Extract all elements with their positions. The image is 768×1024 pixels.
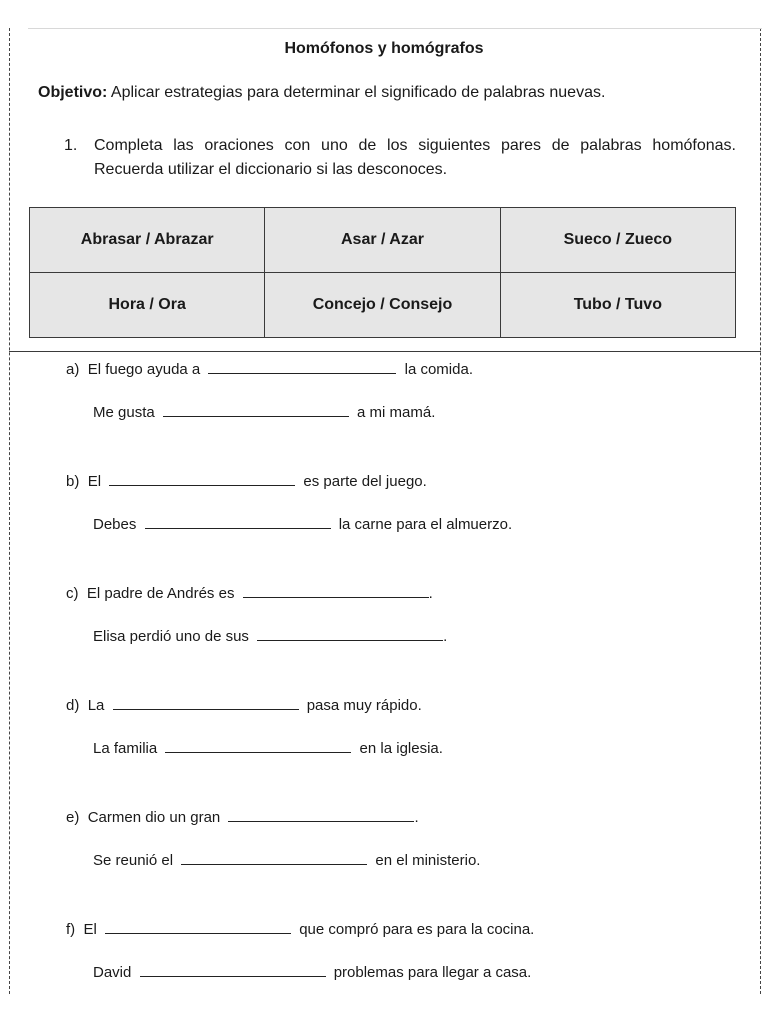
table-cell: Concejo / Consejo [265,273,500,338]
table-cell: Tubo / Tuvo [500,273,735,338]
exercise-e-line-1 [66,809,419,826]
right-dashed-border [760,28,761,994]
answer-blank[interactable] [165,740,351,753]
sentence-end: problemas para llegar a casa. [333,964,532,981]
exercise-letter: b) [66,473,80,490]
sentence-start: Elisa perdió uno de sus [93,628,249,645]
section-divider [9,351,761,352]
left-dashed-border [9,28,10,994]
sentence-start: Carmen dio un gran [87,809,221,826]
exercise-a-line-1 [66,361,473,378]
answer-blank[interactable] [140,964,326,977]
sentence-end: a mi mamá. [357,404,436,421]
sentence-end: es parte del juego. [303,473,427,490]
table-cell: Abrasar / Abrazar [30,208,265,273]
sentence-start: El [87,473,102,490]
exercise-d-line-2 [93,740,443,757]
exercise-f-line-2 [93,964,531,981]
sentence-start: La [87,697,105,714]
answer-blank[interactable] [113,697,299,710]
word-pairs-table [29,207,736,338]
table-cell: Sueco / Zueco [500,208,735,273]
exercise-f-line-1 [66,921,534,938]
answer-blank[interactable] [243,585,429,598]
sentence-start: El [83,921,97,938]
exercise-letter: c) [66,585,79,602]
table-row [30,208,736,273]
exercise-a-line-2 [93,404,435,421]
exercise-c-line-2 [93,628,447,645]
sentence-end: pasa muy rápido. [306,697,422,714]
sentence-start: El padre de Andrés es [86,585,235,602]
exercise-d-line-1 [66,697,422,714]
exercise-b-line-1 [66,473,427,490]
exercise-e-line-2 [93,852,480,869]
sentence-start: Debes [93,516,137,533]
exercise-letter: d) [66,697,80,714]
objective-label: Objetivo: [38,84,108,101]
objective-text: Aplicar estrategias para determinar el significado de palabras nuevas. [110,84,606,101]
exercise-b-line-2 [93,516,512,533]
table-cell: Hora / Ora [30,273,265,338]
objective [38,84,605,102]
answer-blank[interactable] [145,516,331,529]
answer-blank[interactable] [181,852,367,865]
exercise-letter: a) [66,361,80,378]
exercise-c-line-1 [66,585,433,602]
sentence-end: . [428,585,433,602]
instruction [64,134,736,182]
sentence-start: Me gusta [93,404,155,421]
answer-blank[interactable] [228,809,414,822]
sentence-start: La familia [93,740,158,757]
instruction-text: Completa las oraciones con uno de los siguientes pares de palabras homófonas. Recuerda utilizar el diccionario si las desconoces. [94,137,736,178]
exercise-letter: f) [66,921,76,938]
sentence-start: Se reunió el [93,852,174,869]
sentence-end: la comida. [404,361,473,378]
sentence-end: . [414,809,419,826]
sentence-end: . [443,628,448,645]
answer-blank[interactable] [208,361,396,374]
answer-blank[interactable] [109,473,295,486]
sentence-end: en la iglesia. [359,740,443,757]
answer-blank[interactable] [105,921,291,934]
answer-blank[interactable] [257,628,443,641]
sentence-start: David [93,964,132,981]
top-rule [28,28,762,29]
page-title: Homófonos y homógrafos [284,40,484,57]
exercise-letter: e) [66,809,80,826]
sentence-end: la carne para el almuerzo. [338,516,513,533]
sentence-end: que compró para es para la cocina. [299,921,535,938]
answer-blank[interactable] [163,404,349,417]
sentence-end: en el ministerio. [375,852,481,869]
instruction-number: 1. [64,137,78,154]
table-cell: Asar / Azar [265,208,500,273]
table-row [30,273,736,338]
sentence-start: El fuego ayuda a [87,361,201,378]
